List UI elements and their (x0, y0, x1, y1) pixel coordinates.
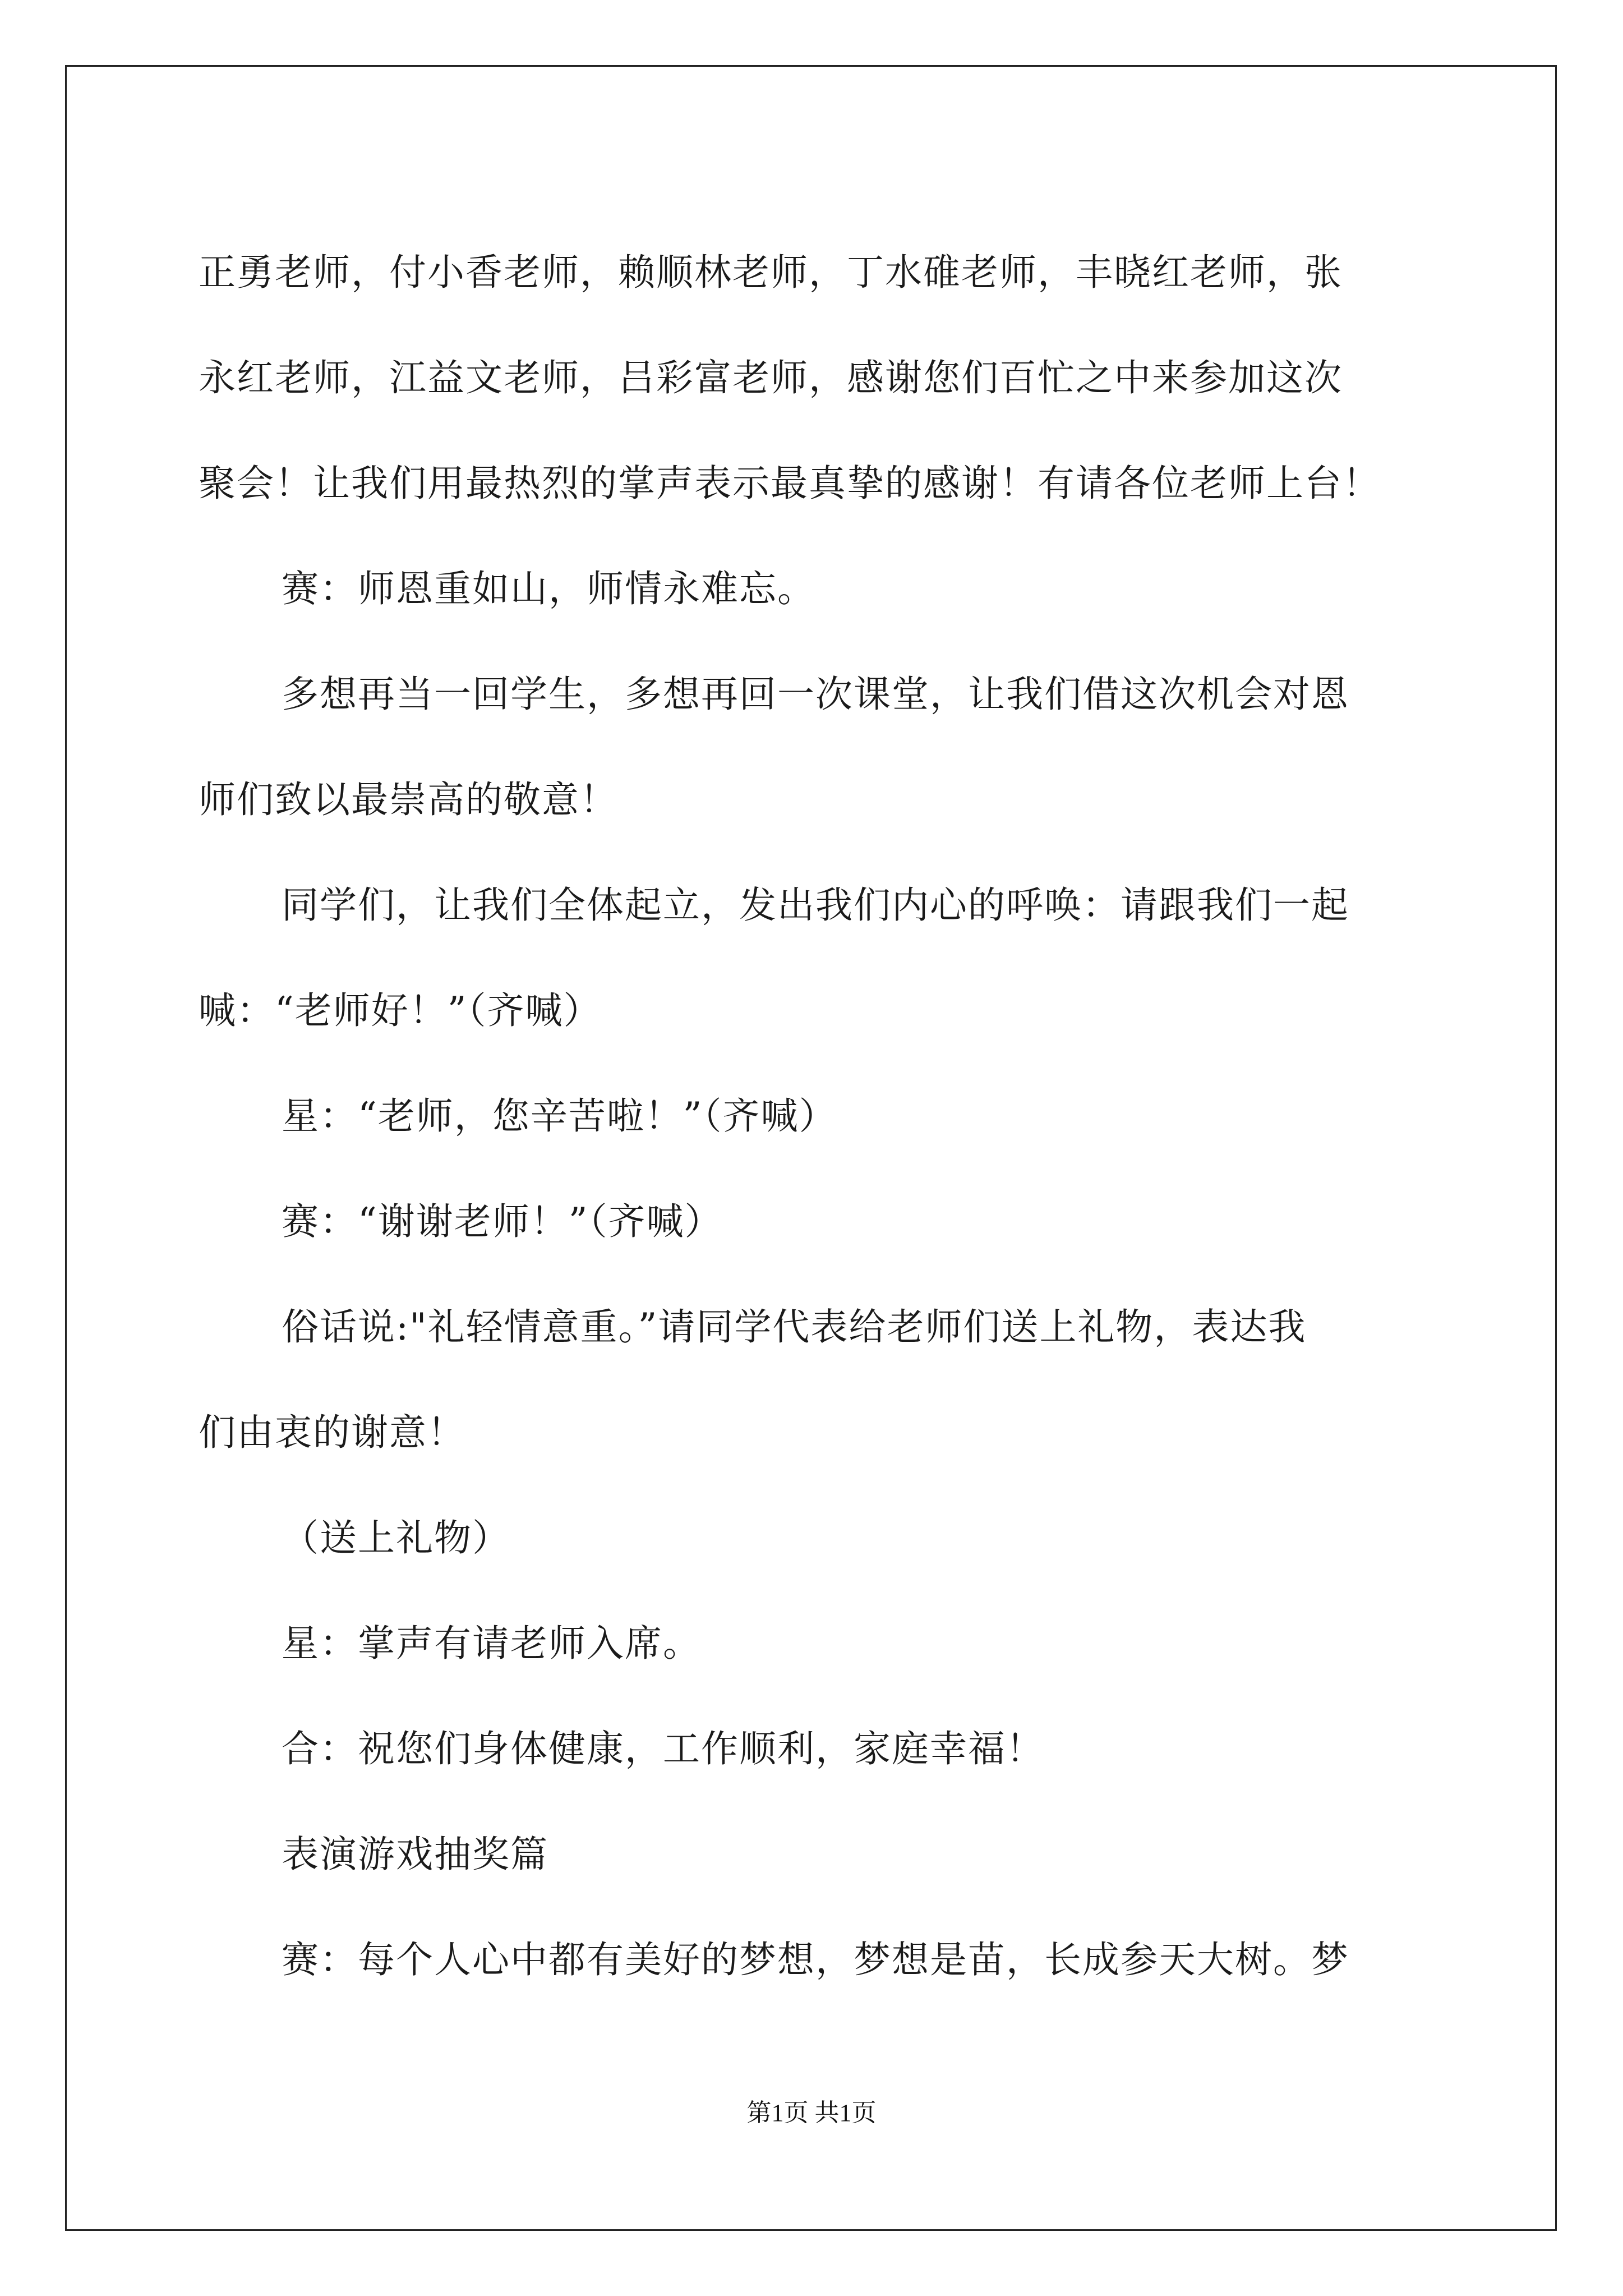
page-footer (0, 2092, 1623, 2128)
text-line-4: 赛：师恩重如山，师情永难忘。 (282, 567, 815, 610)
text-line-10: 赛：“谢谢老师！”（齐喊） (282, 1200, 723, 1243)
text-line-9: 星：“老师，您辛苦啦！”（齐喊） (282, 1094, 837, 1138)
text-line-7: 同学们，让我们全体起立，发出我们内心的呼唤：请跟我们一起 (282, 884, 1349, 927)
text-line-2: 永红老师，江益文老师，吕彩富老师，感谢您们百忙之中来参加这次 (199, 356, 1343, 399)
text-line-16: 表演游戏抽奖篇 (282, 1833, 548, 1876)
text-line-5: 多想再当一回学生，多想再回一次课堂，让我们借这次机会对恩 (282, 673, 1349, 716)
page-number-label: 第1页 共1页 (746, 2099, 877, 2127)
text-line-15: 合：祝您们身体健康，工作顺利，家庭幸福！ (282, 1727, 1044, 1770)
text-line-13: （送上礼物） (282, 1516, 510, 1559)
text-line-11: 俗话说:"礼轻情意重。”请同学代表给老师们送上礼物，表达我 (282, 1305, 1307, 1349)
text-line-14: 星：掌声有请老师入席。 (282, 1622, 701, 1665)
text-line-8: 喊：“老师好！”（齐喊） (199, 989, 602, 1032)
text-line-1: 正勇老师，付小香老师，赖顺林老师，丁水碓老师，丰晓红老师，张 (199, 251, 1343, 294)
text-line-17: 赛：每个人心中都有美好的梦想，梦想是苗，长成参天大树。梦 (282, 1938, 1349, 1981)
document-body (199, 220, 1427, 2013)
text-line-12: 们由衷的谢意！ (199, 1411, 465, 1454)
text-line-3: 聚会！让我们用最热烈的掌声表示最真挚的感谢！有请各位老师上台！ (199, 462, 1381, 505)
text-line-6: 师们致以最崇高的敬意！ (199, 778, 618, 821)
